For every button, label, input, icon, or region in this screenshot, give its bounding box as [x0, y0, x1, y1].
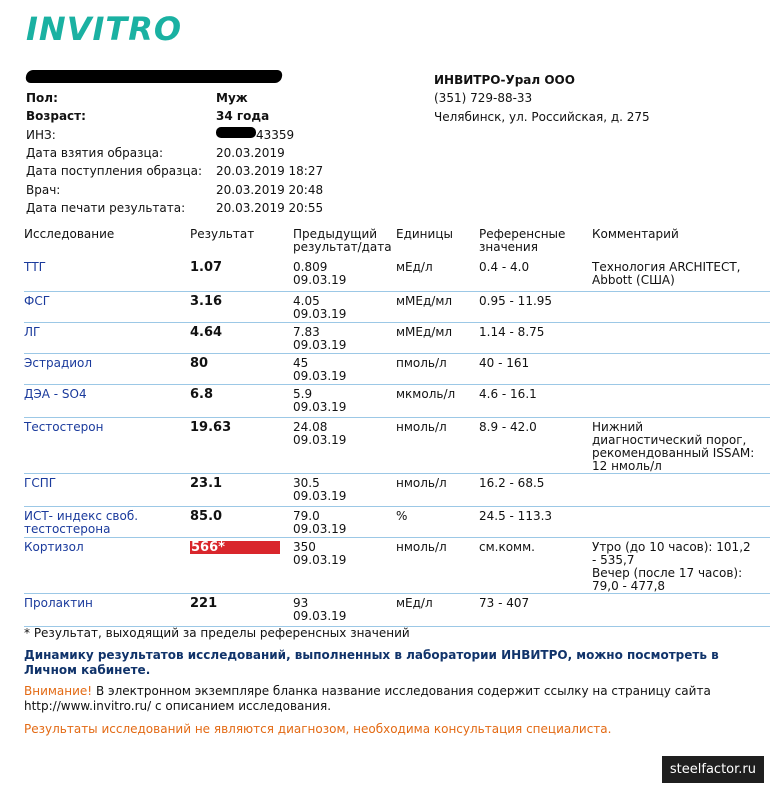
patient-label: Дата взятия образца:	[26, 145, 164, 160]
reference-range: 1.14 - 8.75	[479, 324, 545, 339]
previous-date: 09.03.19	[293, 337, 347, 352]
test-name-link[interactable]: Пролактин	[24, 595, 93, 610]
lab-info	[434, 71, 650, 126]
result-value: 23.1	[190, 475, 223, 491]
previous-result	[293, 593, 396, 626]
unit: нмоль/л	[396, 475, 447, 490]
unit: пмоль/л	[396, 355, 447, 370]
table-row	[24, 322, 770, 353]
previous-value: 7.83	[293, 324, 320, 339]
column-header: Референсные значения	[479, 227, 566, 254]
result-cell	[190, 353, 293, 384]
result-value: 1.07	[190, 260, 223, 275]
patient-label: Врач:	[26, 182, 61, 197]
table-row	[24, 353, 770, 384]
unit: нмоль/л	[396, 539, 447, 554]
lab-address: Челябинск, ул. Российская, д. 275	[434, 109, 650, 124]
column-header: Предыдущий результат/дата	[293, 227, 392, 254]
table-row	[24, 384, 770, 417]
attention-text: В электронном экземпляре бланка название исследования содержит ссылку на страницу сайта http://www.invitro.ru/ с описанием исследования.	[24, 684, 711, 713]
result-value: 19.63	[190, 419, 232, 435]
previous-result	[293, 417, 396, 473]
reference-range: 73 - 407	[479, 595, 530, 610]
table-header-row	[24, 228, 770, 258]
patient-label: Пол:	[26, 91, 58, 105]
comment	[586, 322, 770, 353]
patient-label: Дата поступления образца:	[26, 164, 202, 179]
result-value: 3.16	[190, 293, 223, 309]
column-header: Результат	[190, 227, 255, 241]
result-value: 80	[190, 355, 209, 371]
redacted-inz-prefix	[216, 127, 256, 138]
unit: мМЕд/мл	[396, 293, 453, 308]
unit: мЕд/л	[396, 260, 433, 274]
reference-range: см.комм.	[479, 539, 535, 554]
comment	[586, 593, 770, 626]
previous-date: 09.03.19	[293, 608, 347, 623]
result-value: 4.64	[190, 324, 223, 340]
result-value: 85.0	[190, 508, 223, 524]
reference-range: 16.2 - 68.5	[479, 475, 545, 490]
patient-value: Муж	[216, 91, 248, 105]
table-row	[24, 473, 770, 506]
previous-result	[293, 353, 396, 384]
patient-info	[26, 89, 426, 219]
result-cell	[190, 537, 293, 593]
previous-value: 93	[293, 595, 309, 610]
test-name-link[interactable]: ИСТ- индекс своб. тестостерона	[24, 508, 139, 536]
previous-value: 30.5	[293, 475, 320, 490]
previous-date: 09.03.19	[293, 432, 347, 447]
column-header: Комментарий	[592, 227, 679, 241]
result-cell	[190, 593, 293, 626]
patient-value: 34 года	[216, 109, 270, 124]
test-name-link[interactable]: ДЭА - SO4	[24, 386, 87, 401]
result-cell	[190, 322, 293, 353]
reference-range: 8.9 - 42.0	[479, 419, 537, 434]
comment	[586, 384, 770, 417]
comment	[586, 506, 770, 537]
patient-label: Дата печати результата:	[26, 200, 186, 215]
reference-range: 24.5 - 113.3	[479, 508, 553, 523]
flagged-result: 566*	[190, 541, 280, 554]
unit: мЕд/л	[396, 595, 433, 610]
previous-value: 24.08	[293, 419, 328, 434]
previous-date: 09.03.19	[293, 552, 347, 567]
unit: мкмоль/л	[396, 386, 456, 401]
test-name-link[interactable]: ЛГ	[24, 324, 41, 339]
previous-value: 5.9	[293, 386, 313, 401]
test-name-link[interactable]: Эстрадиол	[24, 355, 93, 370]
previous-result	[293, 506, 396, 537]
patient-value: 20.03.2019	[216, 145, 285, 160]
previous-value: 79.0	[293, 508, 320, 523]
table-row	[24, 417, 770, 473]
results-table	[24, 228, 770, 627]
comment: Технология ARCHITECT, Abbott (США)	[592, 260, 741, 287]
test-name-link[interactable]: Кортизол	[24, 539, 84, 554]
table-row	[24, 506, 770, 537]
result-cell	[190, 506, 293, 537]
previous-result	[293, 291, 396, 322]
previous-result	[293, 384, 396, 417]
table-row	[24, 291, 770, 322]
unit: нмоль/л	[396, 419, 447, 434]
result-value: 6.8	[190, 386, 214, 402]
result-cell	[190, 258, 293, 291]
previous-value: 0.809	[293, 260, 328, 274]
previous-date: 09.03.19	[293, 521, 347, 536]
dynamics-note: Динамику результатов исследований, выполненных в лаборатории ИНВИТРО, можно посмотреть в Личном кабинете.	[24, 648, 719, 677]
table-row	[24, 537, 770, 593]
test-name-link[interactable]: ТТГ	[24, 260, 46, 274]
unit: %	[396, 508, 408, 523]
invitro-logo: INVITRO	[26, 10, 183, 48]
result-cell	[190, 473, 293, 506]
result-cell	[190, 417, 293, 473]
lab-phone: (351) 729-88-33	[434, 91, 533, 106]
patient-value: 43359	[256, 127, 295, 142]
disclaimer: Результаты исследований не являются диагнозом, необходима консультация специалиста.	[24, 722, 612, 736]
comment	[586, 473, 770, 506]
watermark: steelfactor.ru	[662, 756, 764, 783]
previous-result	[293, 322, 396, 353]
previous-date: 09.03.19	[293, 399, 347, 414]
previous-value: 45	[293, 355, 309, 370]
redacted-patient-name	[25, 70, 283, 83]
patient-label: ИНЗ:	[26, 127, 56, 142]
previous-value: 4.05	[293, 293, 320, 308]
footnote: * Результат, выходящий за пределы референсных значений	[24, 626, 410, 640]
previous-result	[293, 258, 396, 291]
comment	[586, 291, 770, 322]
previous-result	[293, 537, 396, 593]
patient-value: 20.03.2019 18:27	[216, 164, 324, 179]
previous-result	[293, 473, 396, 506]
patient-value: 20.03.2019 20:55	[216, 200, 324, 215]
lab-name: ИНВИТРО-Урал ООО	[434, 73, 575, 87]
column-header: Единицы	[396, 227, 453, 241]
test-name-link[interactable]: Тестостерон	[24, 419, 104, 434]
comment: Утро (до 10 часов): 101,2 - 535,7 Вечер (после 17 часов): 79,0 - 477,8	[592, 539, 751, 593]
previous-date: 09.03.19	[293, 368, 347, 383]
column-header: Исследование	[24, 227, 115, 241]
reference-range: 0.95 - 11.95	[479, 293, 553, 308]
test-name-link[interactable]: ГСПГ	[24, 475, 57, 490]
patient-label: Возраст:	[26, 109, 86, 124]
comment: Нижний диагностический порог, рекомендованный ISSAM: 12 нмоль/л	[592, 419, 755, 473]
table-row	[24, 593, 770, 626]
comment	[586, 353, 770, 384]
attention-note	[24, 684, 734, 714]
patient-value: 20.03.2019 20:48	[216, 182, 324, 197]
previous-date: 09.03.19	[293, 488, 347, 503]
reference-range: 40 - 161	[479, 355, 530, 370]
result-cell	[190, 384, 293, 417]
previous-date: 09.03.19	[293, 306, 347, 321]
reference-range: 4.6 - 16.1	[479, 386, 537, 401]
unit: мМЕд/мл	[396, 324, 453, 339]
attention-label: Внимание!	[24, 684, 93, 698]
previous-value: 350	[293, 539, 316, 554]
result-cell	[190, 291, 293, 322]
test-name-link[interactable]: ФСГ	[24, 293, 51, 308]
result-value: 221	[190, 595, 218, 611]
table-body	[24, 258, 770, 626]
table-row	[24, 258, 770, 291]
previous-date: 09.03.19	[293, 273, 347, 287]
reference-range: 0.4 - 4.0	[479, 260, 530, 274]
